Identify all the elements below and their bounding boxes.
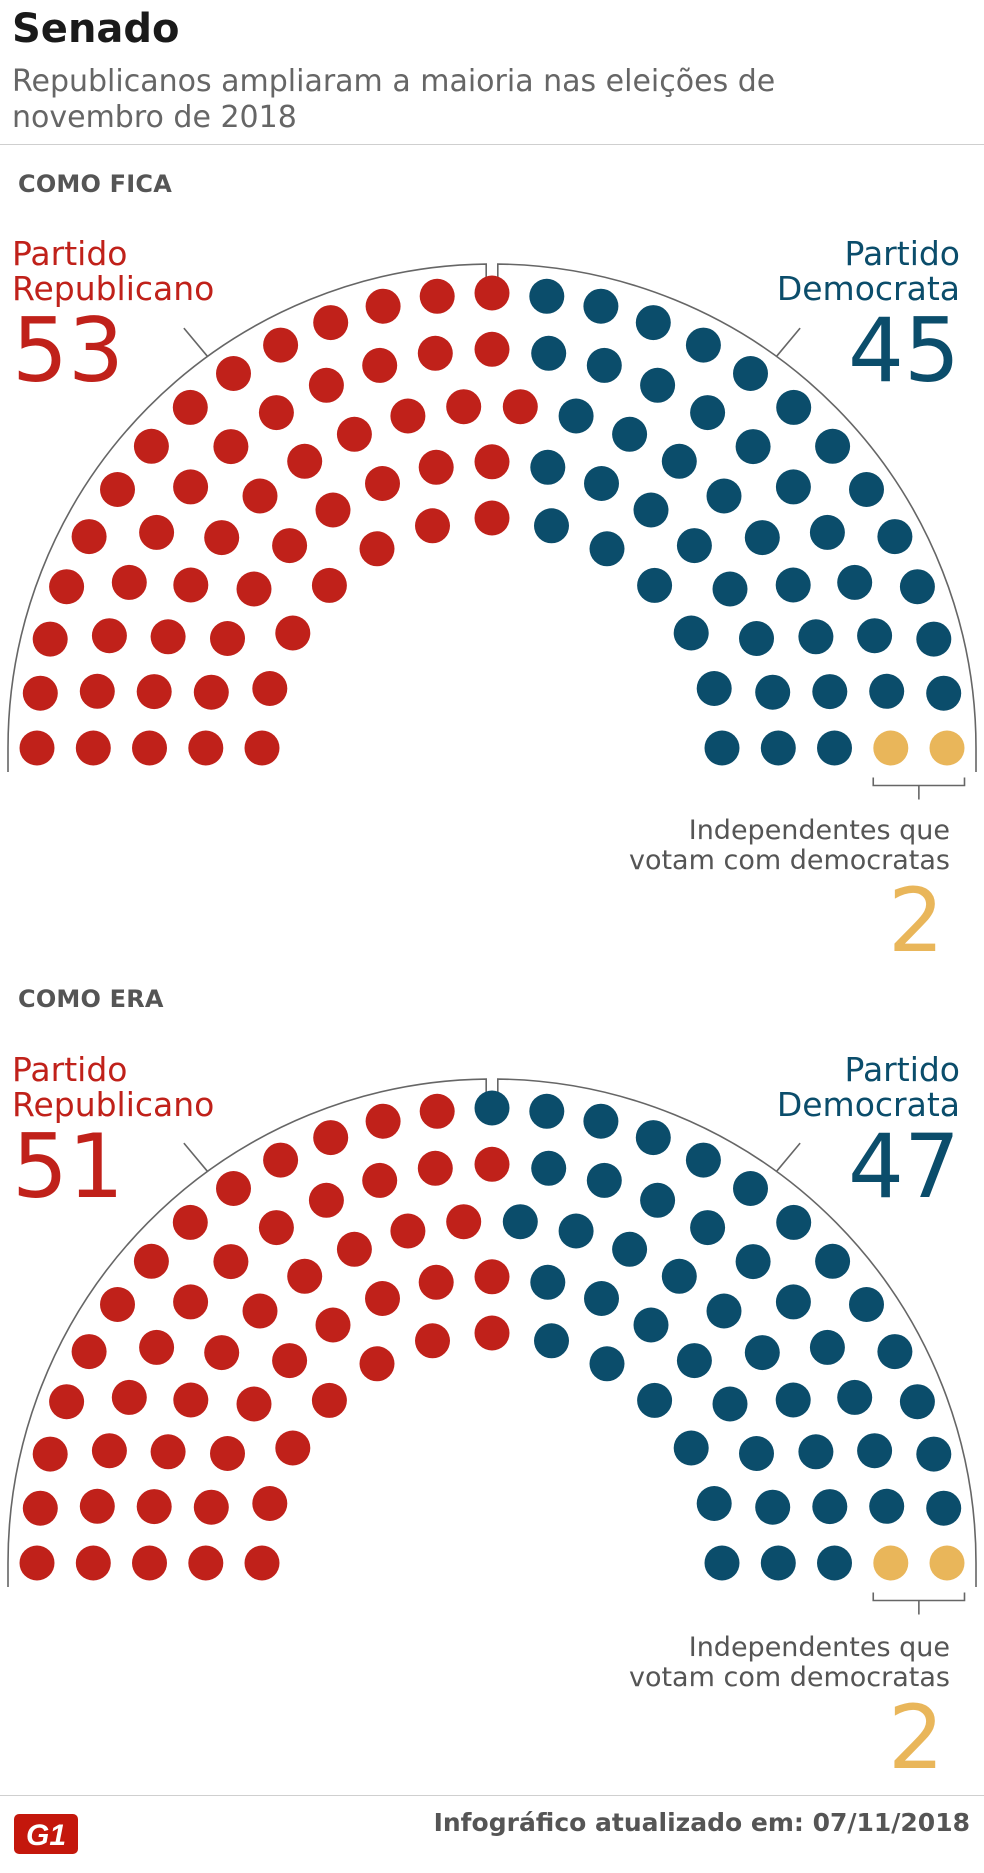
democrat-seat (640, 1183, 675, 1218)
democrat-seat (559, 399, 594, 434)
democrat-seat (849, 1287, 884, 1322)
democrat-bracket-arc (498, 264, 976, 772)
republican-seat (76, 1546, 111, 1581)
republican-seat (20, 1546, 55, 1581)
democrat-seat (926, 676, 961, 711)
democrat-seat (739, 621, 774, 656)
republican-seat (245, 731, 280, 766)
democrat-seat (798, 619, 833, 654)
democrat-seat (634, 493, 669, 528)
republican-seat (139, 1330, 174, 1365)
republican-seat (213, 429, 248, 464)
democrat-seat (530, 450, 565, 485)
republican-seat (419, 450, 454, 485)
republican-seat (132, 1546, 167, 1581)
democrat-seat (798, 1434, 833, 1469)
democrat-seat (810, 1330, 845, 1365)
republican-seat (243, 1294, 278, 1329)
republican-seat (420, 1094, 455, 1129)
republican-seat (49, 1384, 84, 1419)
republican-seat (313, 1120, 348, 1155)
democrat-seat (530, 1265, 565, 1300)
republican-seat (252, 671, 287, 706)
democrat-seat (812, 674, 847, 709)
republican-bracket-arc (8, 1079, 486, 1587)
democrat-seat (559, 1214, 594, 1249)
republican-seat (418, 1151, 453, 1186)
democrat-seat (636, 1120, 671, 1155)
page-title: Senado (12, 6, 180, 52)
republican-seat (243, 479, 278, 514)
republican-seat (194, 675, 229, 710)
page-subtitle: Republicanos ampliaram a maioria nas eleições de novembro de 2018 (12, 64, 776, 135)
independent-label (530, 1633, 950, 1693)
republican-seat (80, 1489, 115, 1524)
independent-label-line2: votam com democratas (628, 1662, 950, 1693)
republican-bracket-arc (8, 264, 486, 772)
democrat-seat (583, 1104, 618, 1139)
democrat-seat (587, 348, 622, 383)
independent-seat-count: 2 (888, 1686, 944, 1789)
republican-seat (316, 1308, 351, 1343)
republican-seat (259, 1210, 294, 1245)
democrat-seat (815, 429, 850, 464)
republican-seat (446, 389, 481, 424)
democrat-seat (707, 1294, 742, 1329)
republican-seat (188, 1546, 223, 1581)
democrat-seat (637, 1383, 672, 1418)
democrat-seat (531, 336, 566, 371)
democrat-seat (677, 528, 712, 563)
democrat-seat (587, 1163, 622, 1198)
republican-seat (415, 508, 450, 543)
democrat-seat (869, 674, 904, 709)
democrat-seat (810, 515, 845, 550)
democrat-seat (877, 1334, 912, 1369)
democrat-seat (736, 1244, 771, 1279)
democrat-seat (713, 1387, 748, 1422)
republican-seat (475, 444, 510, 479)
republican-seat (33, 622, 68, 657)
republican-seat (365, 466, 400, 501)
democrat-seat (677, 1343, 712, 1378)
republican-seat (92, 1433, 127, 1468)
republican-seat (134, 429, 169, 464)
republican-seat (173, 1284, 208, 1319)
republican-seat (151, 1434, 186, 1469)
independent-seat (873, 1546, 908, 1581)
republican-seat (173, 390, 208, 425)
republican-seat-count: 53 (12, 299, 124, 402)
independent-label-line2: votam com democratas (628, 845, 950, 876)
republican-seat (272, 528, 307, 563)
democrat-seat (733, 356, 768, 391)
democrat-seat (926, 1491, 961, 1526)
republican-seat (275, 616, 310, 651)
democrat-seat (857, 1433, 892, 1468)
republican-seat (312, 1383, 347, 1418)
republican-seat (237, 572, 272, 607)
democrat-seat (705, 1546, 740, 1581)
republican-seat (100, 1287, 135, 1322)
republican-seat (390, 1214, 425, 1249)
republican-leader-line (184, 328, 208, 356)
section-label-como-era: COMO ERA (18, 985, 164, 1013)
democrat-seat (857, 618, 892, 653)
republican-seat (23, 676, 58, 711)
republican-seat-count: 51 (12, 1115, 124, 1218)
democrat-seat (475, 1091, 510, 1126)
republican-seat (237, 1387, 272, 1422)
republican-seat (216, 1171, 251, 1206)
democrat-seat (634, 1308, 669, 1343)
republican-seat (188, 731, 223, 766)
republican-seat (365, 1281, 400, 1316)
democrat-seat (531, 1151, 566, 1186)
footer-updated-date: Infográfico atualizado em: 07/11/2018 (433, 1808, 970, 1837)
republican-seat (216, 356, 251, 391)
democrat-seat (733, 1171, 768, 1206)
democrat-seat (674, 1431, 709, 1466)
democrat-seat (529, 279, 564, 314)
democrat-seat (637, 568, 672, 603)
democrat-seat (612, 1232, 647, 1267)
republican-seat (309, 1183, 344, 1218)
republican-seat (112, 1380, 147, 1415)
democrat-seat (612, 417, 647, 452)
republican-seat (173, 568, 208, 603)
republican-seat (390, 399, 425, 434)
republican-seat (173, 1383, 208, 1418)
independent-bracket (873, 1593, 964, 1615)
democrat-bracket-arc (498, 1079, 976, 1587)
republican-seat (76, 731, 111, 766)
republican-seat (132, 731, 167, 766)
republican-seat (475, 276, 510, 311)
democrat-seat (739, 1436, 774, 1471)
republican-seat (49, 569, 84, 604)
democrat-seat (697, 671, 732, 706)
democrat-seat (534, 508, 569, 543)
republican-seat (72, 1334, 107, 1369)
democrat-seat (761, 1546, 796, 1581)
democrat-seat (900, 1384, 935, 1419)
republican-seat (263, 328, 298, 363)
republican-seat (275, 1431, 310, 1466)
republican-seat (312, 568, 347, 603)
parliament-chart-como-era (0, 815, 984, 1615)
republican-label-line2: Republicano (12, 269, 215, 308)
republican-seat (366, 289, 401, 324)
republican-label-line2: Republicano (12, 1085, 215, 1124)
republican-seat (475, 1259, 510, 1294)
republican-seat (259, 395, 294, 430)
democrat-seat (817, 731, 852, 766)
democrat-seat (736, 429, 771, 464)
democrat-seat (745, 520, 780, 555)
democrat-seat (713, 572, 748, 607)
republican-seat (210, 621, 245, 656)
democrat-seat (761, 731, 796, 766)
republican-seat (23, 1491, 58, 1526)
democrat-seat (584, 1281, 619, 1316)
democrat-seat (776, 390, 811, 425)
republican-seat (137, 674, 172, 709)
democrat-seat (776, 1205, 811, 1240)
democrat-seat (776, 469, 811, 504)
democrat-label-line2: Democrata (776, 1085, 960, 1124)
republican-seat (173, 1205, 208, 1240)
democrat-seat (705, 731, 740, 766)
democrat-seat (529, 1094, 564, 1129)
independent-seat (930, 1546, 965, 1581)
republican-seat (213, 1244, 248, 1279)
republican-seat (337, 417, 372, 452)
republican-seat (362, 348, 397, 383)
democrat-seat (662, 1259, 697, 1294)
republican-seat (272, 1343, 307, 1378)
democrat-label-line2: Democrata (776, 269, 960, 308)
republican-seat (287, 1259, 322, 1294)
republican-seat (72, 519, 107, 554)
republican-seat (20, 731, 55, 766)
republican-seat (263, 1143, 298, 1178)
republican-seat (204, 520, 239, 555)
democrat-seat-count: 45 (848, 299, 960, 402)
republican-seat (204, 1335, 239, 1370)
democrat-label-line1: Partido (844, 1050, 960, 1089)
democrat-seat-count: 47 (848, 1115, 960, 1218)
democrat-seat (662, 444, 697, 479)
democrat-seat (849, 472, 884, 507)
democrat-seat (690, 1210, 725, 1245)
democrat-seat (503, 1204, 538, 1239)
republican-seat (475, 1316, 510, 1351)
democrat-seat (776, 1284, 811, 1319)
democrat-seat (817, 1546, 852, 1581)
democrat-seat (674, 616, 709, 651)
democrat-seat (916, 1437, 951, 1472)
republican-seat (33, 1437, 68, 1472)
republican-seat (418, 336, 453, 371)
republican-seat (252, 1486, 287, 1521)
republican-seat (287, 444, 322, 479)
republican-seat (366, 1104, 401, 1139)
democrat-seat (583, 289, 618, 324)
democrat-seat (776, 1383, 811, 1418)
democrat-seat (776, 568, 811, 603)
democrat-seat (686, 1143, 721, 1178)
democrat-seat (686, 328, 721, 363)
democrat-seat (812, 1489, 847, 1524)
independent-seat (873, 731, 908, 766)
republican-seat (503, 389, 538, 424)
independent-seat-count: 2 (888, 869, 944, 972)
democrat-leader-line (776, 328, 800, 356)
republican-label-line1: Partido (12, 234, 128, 273)
section-label-como-fica: COMO FICA (18, 170, 172, 198)
independent-label-line1: Independentes que (688, 815, 950, 846)
republican-seat (360, 1346, 395, 1381)
independent-bracket (873, 778, 964, 800)
democrat-seat (877, 519, 912, 554)
democrat-seat (815, 1244, 850, 1279)
republican-seat (316, 493, 351, 528)
republican-seat (362, 1163, 397, 1198)
republican-seat (112, 565, 147, 600)
democrat-seat (640, 368, 675, 403)
republican-seat (139, 515, 174, 550)
republican-seat (415, 1323, 450, 1358)
republican-seat (420, 279, 455, 314)
democrat-seat (584, 466, 619, 501)
republican-seat (194, 1490, 229, 1525)
g1-logo-text: G1 (25, 1819, 67, 1852)
democrat-seat (869, 1489, 904, 1524)
democrat-label-line1: Partido (844, 234, 960, 273)
democrat-seat (916, 622, 951, 657)
republican-seat (100, 472, 135, 507)
democrat-seat (534, 1323, 569, 1358)
democrat-seat (590, 1346, 625, 1381)
democrat-seat (745, 1335, 780, 1370)
democrat-seat (636, 305, 671, 340)
republican-seat (210, 1436, 245, 1471)
republican-seat (446, 1204, 481, 1239)
democrat-seat (837, 1380, 872, 1415)
independent-seat (930, 731, 965, 766)
independent-label-line1: Independentes que (688, 1632, 950, 1663)
republican-seat (134, 1244, 169, 1279)
republican-seat (360, 531, 395, 566)
republican-leader-line (184, 1143, 208, 1171)
democrat-leader-line (776, 1143, 800, 1171)
g1-logo (14, 1814, 78, 1854)
republican-seat (80, 674, 115, 709)
democrat-seat (837, 565, 872, 600)
parliament-chart-como-fica (0, 0, 984, 800)
republican-seat (137, 1489, 172, 1524)
democrat-seat (707, 479, 742, 514)
republican-seat (245, 1546, 280, 1581)
republican-seat (151, 619, 186, 654)
footer-divider (0, 1795, 984, 1796)
republican-label-line1: Partido (12, 1050, 128, 1089)
democrat-seat (900, 569, 935, 604)
republican-seat (419, 1265, 454, 1300)
republican-seat (92, 618, 127, 653)
republican-seat (475, 501, 510, 536)
republican-seat (475, 332, 510, 367)
democrat-seat (755, 1490, 790, 1525)
republican-seat (337, 1232, 372, 1267)
democrat-seat (697, 1486, 732, 1521)
republican-seat (309, 368, 344, 403)
democrat-seat (590, 531, 625, 566)
republican-seat (475, 1147, 510, 1182)
democrat-seat (690, 395, 725, 430)
democrat-seat (755, 675, 790, 710)
republican-seat (313, 305, 348, 340)
republican-seat (173, 469, 208, 504)
